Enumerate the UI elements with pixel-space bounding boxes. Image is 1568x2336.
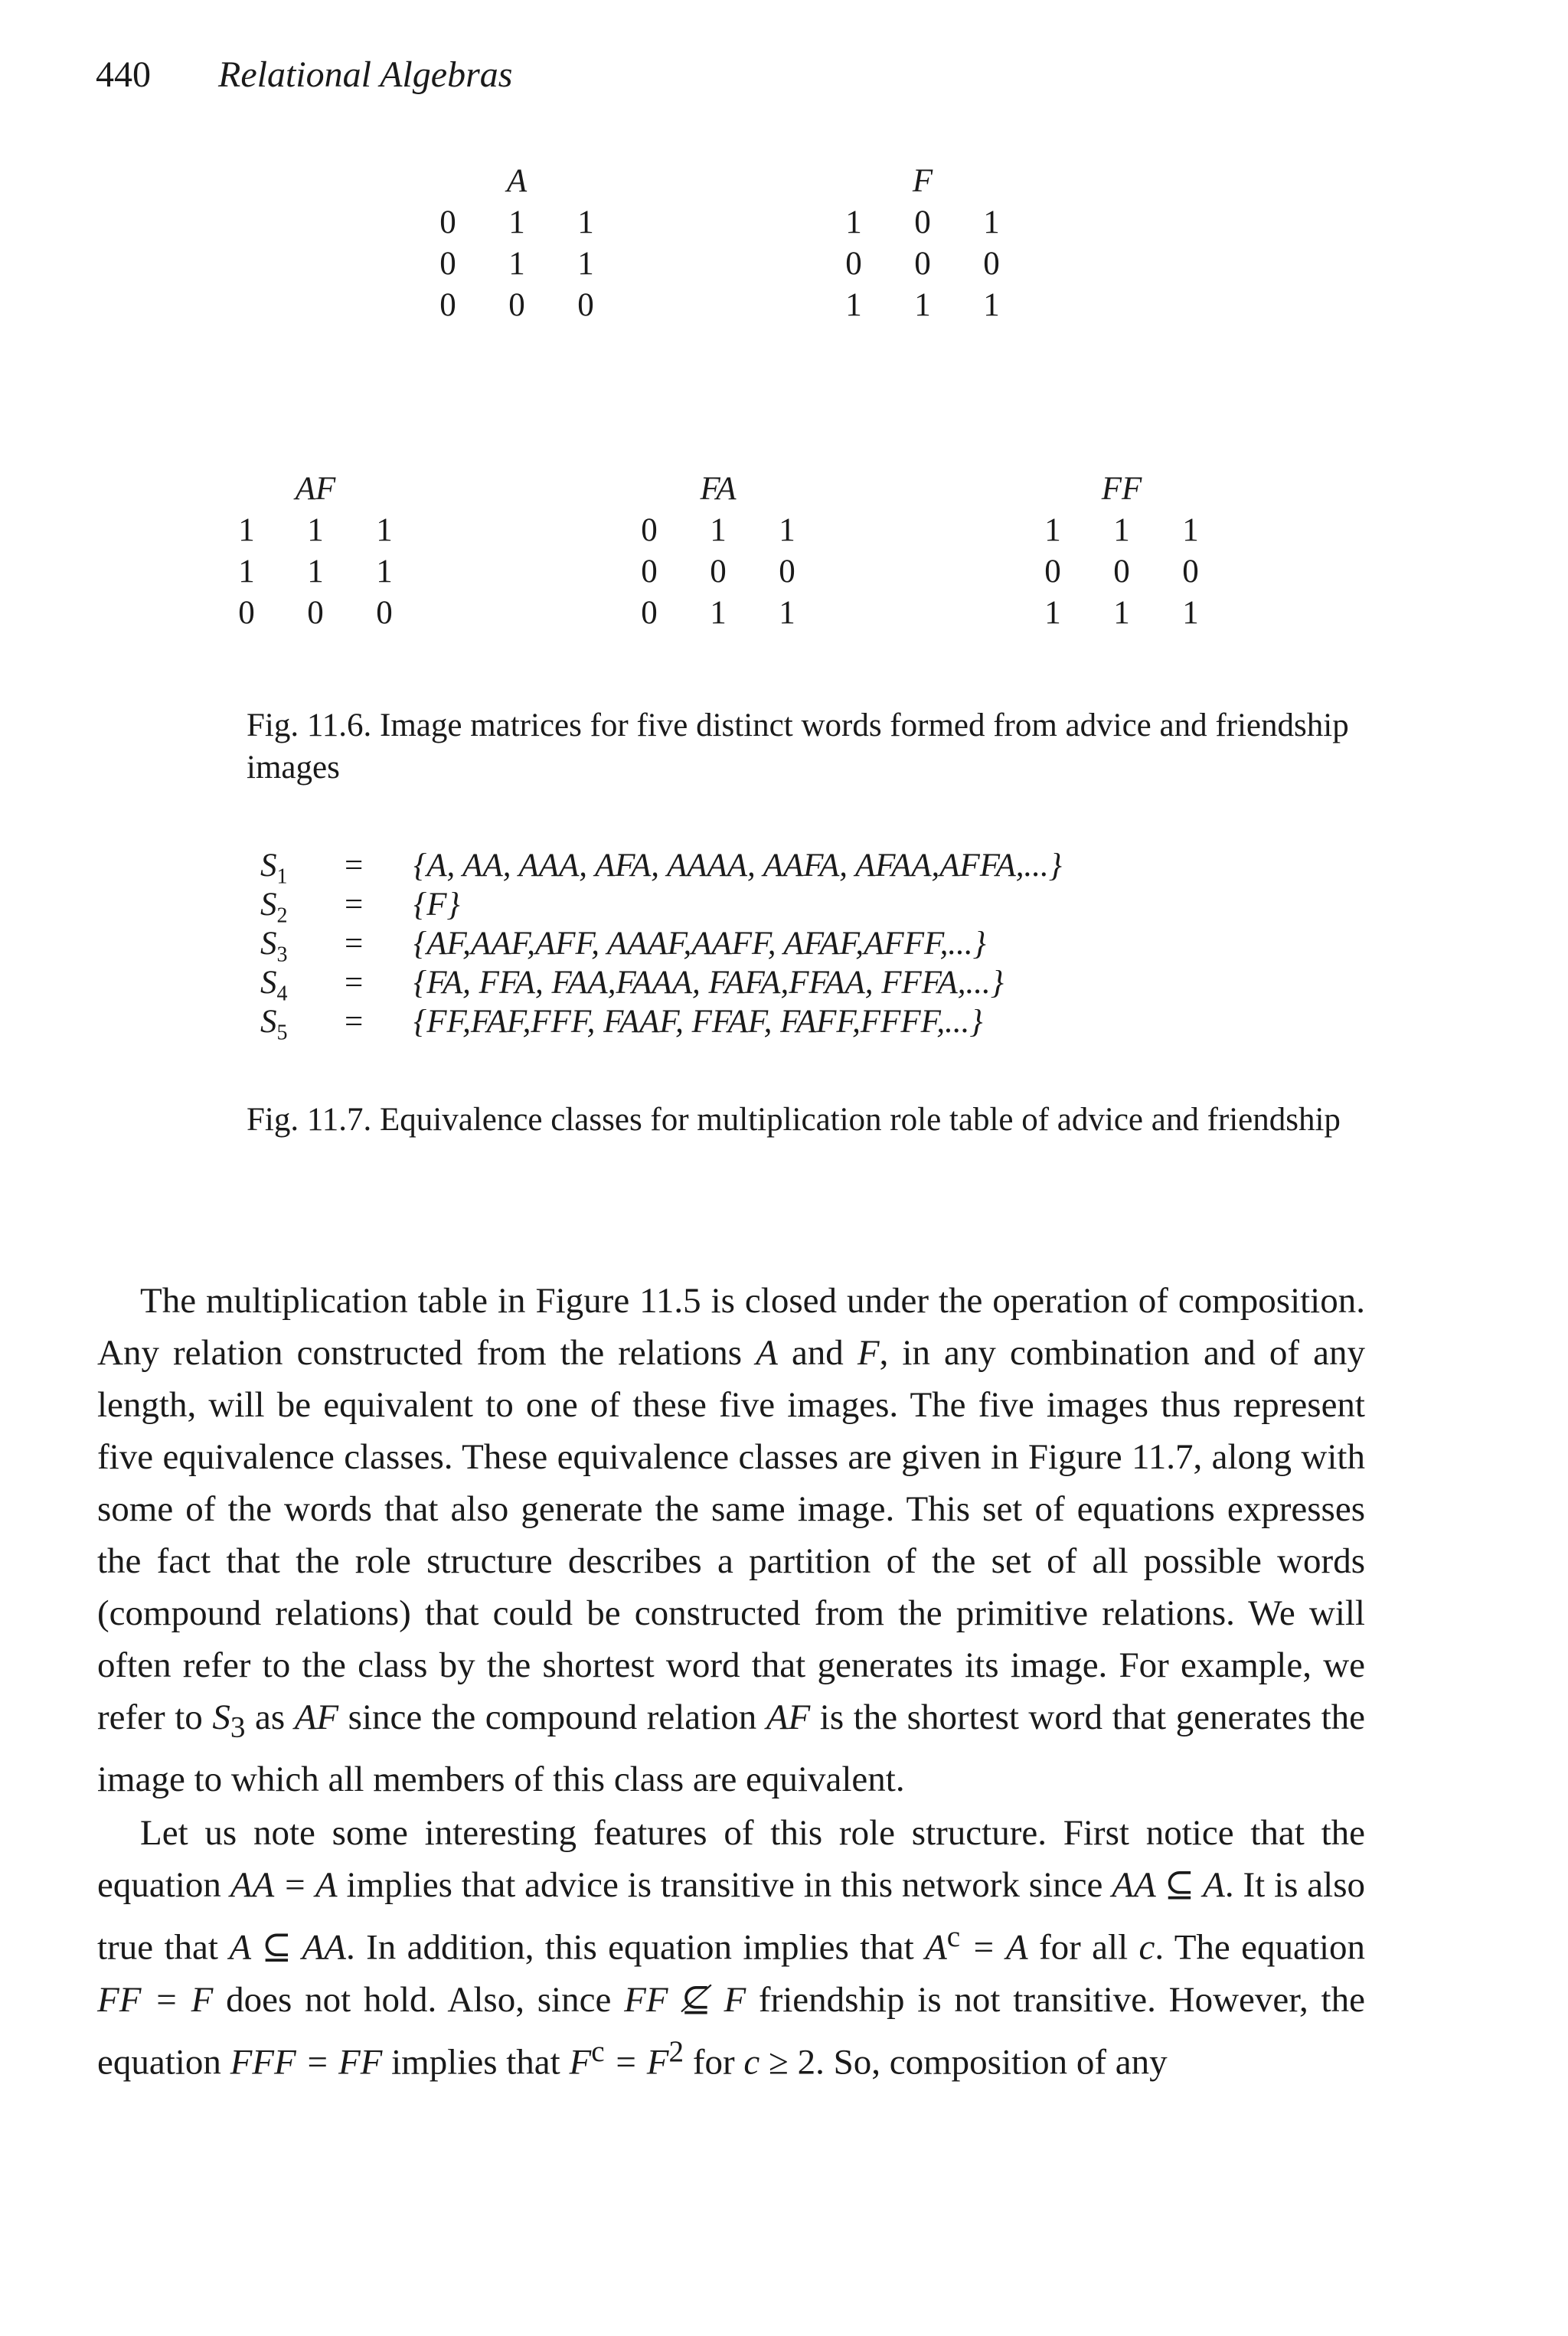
matrix-label: F	[912, 163, 933, 199]
matrix-row	[1037, 593, 1206, 634]
matrix-cell: 0	[577, 287, 594, 323]
matrix-row	[1037, 551, 1206, 593]
matrix-cell: 0	[641, 512, 658, 548]
matrix-cell: 0	[1113, 554, 1130, 590]
matrix-cell: 1	[508, 204, 525, 240]
matrix-row	[433, 202, 601, 243]
matrix-cell: 1	[710, 512, 727, 548]
class-name: $S_2$	[260, 887, 288, 928]
matrix-cell: 1	[983, 287, 1000, 323]
matrix-cell: 0	[439, 204, 456, 240]
matrix-row	[231, 551, 400, 593]
matrix-cell: 1	[577, 204, 594, 240]
equals-sign: =	[345, 848, 364, 884]
figure-11-7-caption: Fig. 11.7. Equivalence classes for multiplication role table of advice and friendship	[247, 1102, 1341, 1138]
matrix-cell: 0	[779, 554, 795, 590]
matrix-cell: 1	[1113, 595, 1130, 631]
matrix-cell: 1	[845, 287, 862, 323]
matrix-af	[231, 469, 400, 634]
matrix-cell: 1	[1182, 595, 1199, 631]
matrix-cell: 0	[238, 595, 255, 631]
matrix-cell: 0	[641, 554, 658, 590]
matrix-ff	[1037, 469, 1206, 634]
matrix-cell: 1	[914, 287, 931, 323]
equals-sign: =	[345, 965, 364, 1001]
matrix-cell: 1	[710, 595, 727, 631]
class-set: {FF,FAF,FFF, FAAF, FFAF, FAFF,FFFF,...}	[413, 1004, 983, 1040]
equals-sign: =	[345, 1004, 364, 1040]
matrix-cell: 0	[641, 595, 658, 631]
matrix-label: AF	[295, 471, 336, 507]
class-name: $S_5$	[260, 1004, 288, 1045]
matrix-cell: 0	[914, 246, 931, 282]
matrix-row	[433, 285, 601, 326]
matrix-cell: 1	[1044, 595, 1061, 631]
class-row	[260, 1002, 1062, 1045]
matrix-cell: 0	[710, 554, 727, 590]
matrix-cell: 0	[914, 204, 931, 240]
matrix-cell: 1	[1113, 512, 1130, 548]
class-set: {F}	[413, 887, 460, 923]
matrix-row	[231, 593, 400, 634]
matrix-row	[634, 593, 802, 634]
matrix-cell: 0	[1182, 554, 1199, 590]
matrix-row	[838, 243, 1007, 285]
matrix-row	[433, 243, 601, 285]
matrix-row	[838, 202, 1007, 243]
class-name: $S_3$	[260, 926, 288, 967]
class-name: $S_4$	[260, 965, 288, 1006]
matrix-label: FF	[1101, 471, 1142, 507]
class-set: {FA, FFA, FAA,FAAA, FAFA,FFAA, FFFA,...}	[413, 965, 1004, 1001]
class-row	[260, 963, 1062, 1006]
class-row	[260, 885, 1062, 928]
matrix-label: FA	[700, 471, 737, 507]
matrix-row	[838, 285, 1007, 326]
running-head	[96, 54, 512, 96]
matrix-f	[838, 161, 1007, 326]
matrix-cell: 0	[1044, 554, 1061, 590]
matrix-cell: 1	[1182, 512, 1199, 548]
matrix-cell: 1	[983, 204, 1000, 240]
paragraph: Let us note some interesting features of this role structure. First notice that the equation AA = A implies that advice is transitive in this network since AA ⊆ A. It is also true that A ⊆ AA. In addition, this equation implies that $A^c = A$ for all c. The equation FF = F does not hold. Also, since FF ⊈ F friendship is not transitive. However, the equation FFF = FF implies that $F^c = F^2$ for c ≥ 2. So, composition of any	[97, 1813, 1366, 2083]
matrix-cell: 1	[779, 512, 795, 548]
matrix-row	[634, 551, 802, 593]
matrix-cell: 0	[845, 246, 862, 282]
matrix-row	[231, 510, 400, 551]
matrix-row	[1037, 510, 1206, 551]
matrix-row	[634, 510, 802, 551]
matrix-cell: 0	[439, 246, 456, 282]
matrix-cell: 1	[307, 554, 324, 590]
matrix-cell: 1	[238, 554, 255, 590]
class-row	[260, 924, 1062, 967]
class-set: {AF,AAF,AFF, AAAF,AAFF, AFAF,AFFF,...}	[413, 926, 986, 962]
matrix-cell: 0	[376, 595, 393, 631]
matrix-cell: 1	[508, 246, 525, 282]
matrix-a	[433, 161, 601, 326]
matrix-cell: 1	[779, 595, 795, 631]
equals-sign: =	[345, 926, 364, 962]
matrix-cell: 1	[307, 512, 324, 548]
matrix-fa	[634, 469, 802, 634]
body-text	[97, 1275, 1365, 2089]
class-set: {A, AA, AAA, AFA, AAAA, AAFA, AFAA,AFFA,...}	[413, 848, 1062, 884]
matrix-label: A	[506, 163, 528, 199]
matrix-cell: 1	[238, 512, 255, 548]
figure-11-6-caption: Fig. 11.6. Image matrices for five distinct words formed from advice and friendship images	[247, 707, 1349, 786]
matrix-cell: 1	[376, 512, 393, 548]
matrix-cell: 1	[376, 554, 393, 590]
matrix-cell: 1	[845, 204, 862, 240]
running-title: Relational Algebras	[218, 54, 513, 95]
class-row	[260, 846, 1062, 889]
matrix-cell: 0	[439, 287, 456, 323]
matrix-cell: 0	[508, 287, 525, 323]
equivalence-classes	[260, 846, 1062, 1045]
matrix-cell: 0	[307, 595, 324, 631]
matrix-cell: 1	[1044, 512, 1061, 548]
paragraph: The multiplication table in Figure 11.5 is closed under the operation of composition. Any relation constructed from the relations A and F, in any combination and of any length, will be equivalent to one of these five images. The five images thus represent five equivalence classes. These equivalence classes are given in Figure 11.7, along with some of the words that also generate the same image. This set of equations expresses the fact that the role structure describes a partition of the set of all possible words (compound relations) that could be constructed from the primitive relations. We will often refer to the class by the shortest word that generates its image. For example, we refer to $S_3$ as AF since the compound relation AF is the shortest word that generates the image to which all members of this class are equivalent.	[97, 1281, 1366, 1800]
equals-sign: =	[345, 887, 364, 923]
matrix-cell: 0	[983, 246, 1000, 282]
class-name: $S_1$	[260, 848, 288, 889]
page-number: 440	[96, 54, 151, 95]
matrix-cell: 1	[577, 246, 594, 282]
